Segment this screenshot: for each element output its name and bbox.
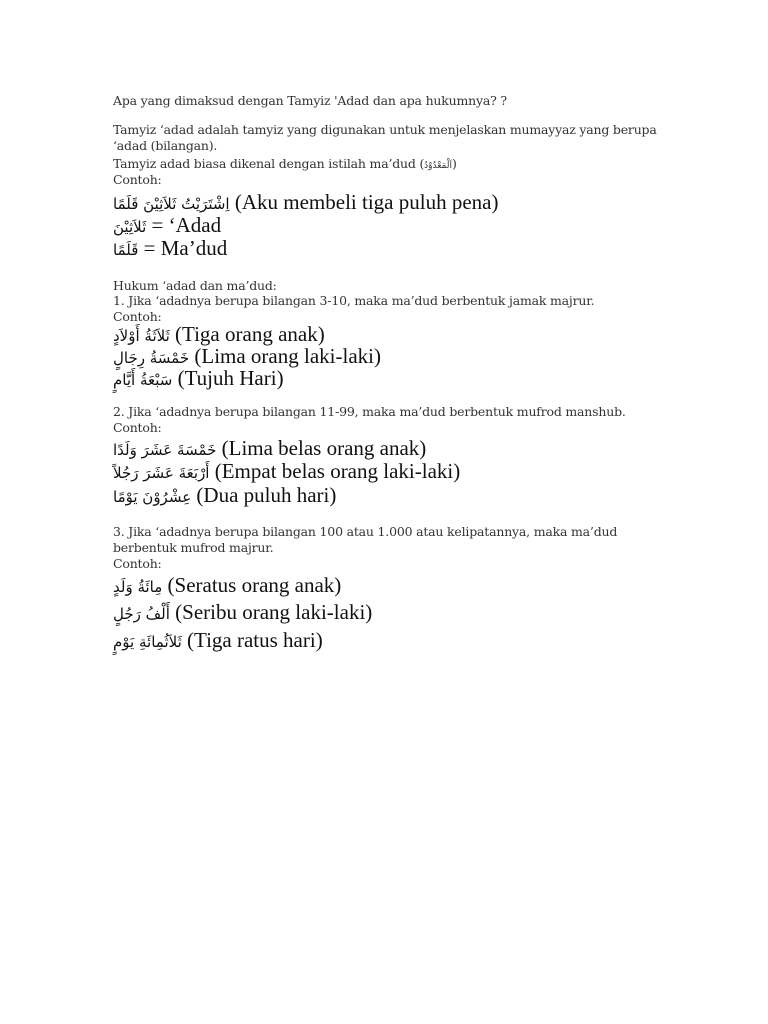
translation: (Lima belas orang anak) [216,436,427,460]
rule-text: 1. Jika ‘adadnya berupa bilangan 3-10, maka ma’dud berbentuk jamak majrur. [113,293,595,308]
text: Tamyiz adad biasa dikenal dengan istilah ma’dud ( [113,156,425,171]
translation: (Tiga ratus hari) [181,628,323,652]
rule-text: 2. Jika ‘adadnya berupa bilangan 11-99, maka ma’dud berbentuk mufrod manshub. [113,404,626,419]
example-line [113,600,372,626]
example-line [113,573,341,599]
definition-line [113,156,457,174]
arabic-text: أَرْبَعَةَ عَشَرَ رَجُلاً [113,464,210,482]
rule-text: 3. Jika ‘adadnya berupa bilangan 100 atau 1.000 atau kelipatannya, maka ma’dud [113,524,618,539]
contoh-label: Contoh: [113,420,162,435]
question-heading: Apa yang dimaksud dengan Tamyiz 'Adad dan apa hukumnya? ? [113,93,507,108]
contoh-label: Contoh: [113,556,162,571]
arabic-term: اَلْمَعْدُوْدُ [424,161,453,171]
rule-text: berbentuk mufrod majrur. [113,540,274,555]
text: ) [452,156,457,171]
arabic-text: أَلْفُ رَجُلٍ [113,605,170,623]
example-line [113,236,227,262]
arabic-text: سَبْعَةُ أَيَّامٍ [113,371,173,389]
arabic-text: قَلَمًا [113,241,139,259]
example-line [113,366,284,392]
translation: = ‘Adad [146,213,222,237]
translation: = Ma’dud [138,236,228,260]
translation: (Seribu orang laki-laki) [169,600,373,624]
translation: (Seratus orang anak) [162,573,342,597]
translation: (Dua puluh hari) [191,483,337,507]
translation: (Lima orang laki-laki) [189,344,381,368]
arabic-text: عِشْرُوْنَ يَوْمًا [113,488,192,506]
translation: (Empat belas orang laki-laki) [209,459,461,483]
arabic-text: ثَلاَثُمِائَةِ يَوْمٍ [113,633,182,651]
arabic-text: خَمْسَةُ رِجَالٍ [113,349,190,367]
translation: (Aku membeli tiga puluh pena) [229,190,499,214]
translation: (Tiga orang anak) [169,322,325,346]
translation: (Tujuh Hari) [172,366,284,390]
example-line [113,483,336,509]
arabic-text: ثَلاَثَةُ أَوْلاَدٍ [113,327,170,345]
definition-line: Tamyiz ‘adad adalah tamyiz yang digunakan untuk menjelaskan mumayyaz yang berupa [113,122,657,137]
example-line [113,628,323,654]
example-line [113,459,460,485]
contoh-label: Contoh: [113,172,162,187]
contoh-label: Contoh: [113,309,162,324]
arabic-text: مِائَةُ وَلَدٍ [113,578,163,596]
definition-line: ‘adad (bilangan). [113,138,218,153]
arabic-text: اِشْتَرَيْتُ ثَلاَثِيْنَ قَلَمًا [113,195,230,213]
arabic-text: ثَلاَثِيْنَ [113,218,147,236]
arabic-text: خَمْسَةَ عَشَرَ وَلَدًا [113,441,217,459]
rules-heading: Hukum ‘adad dan ma’dud: [113,278,277,293]
